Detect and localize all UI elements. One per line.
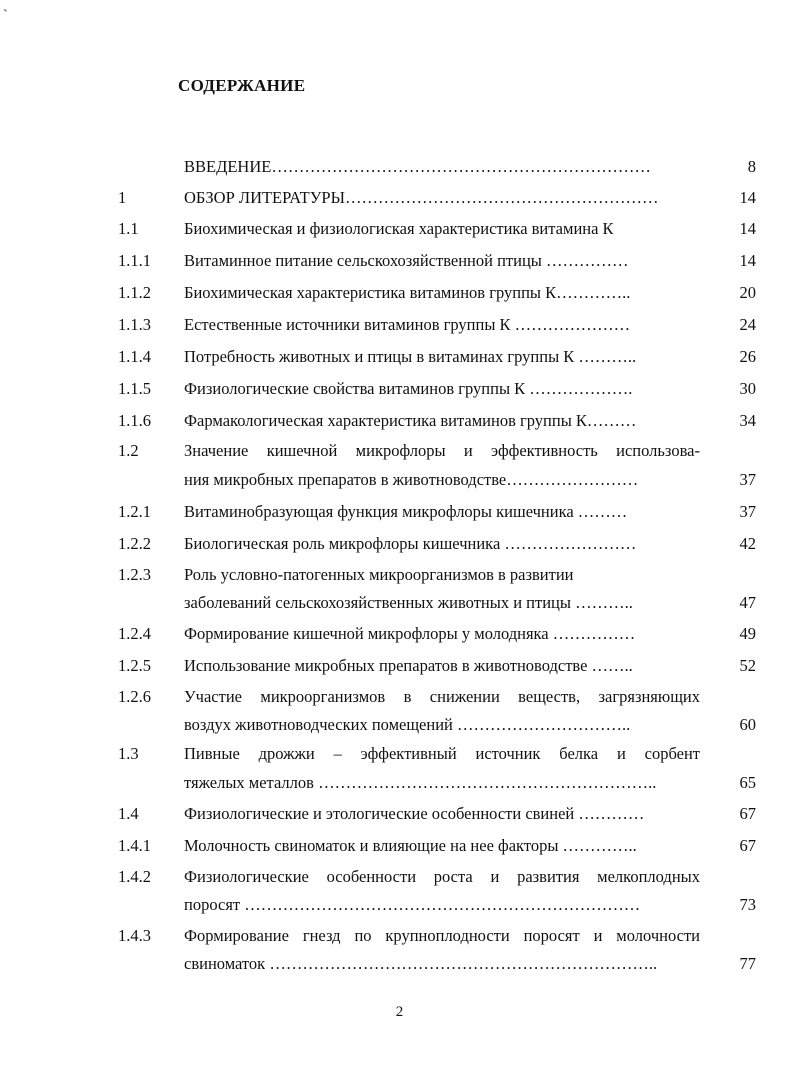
toc-number: 1.1.4 (118, 347, 151, 366)
toc-number: 1 (118, 188, 127, 207)
toc-entry (0, 622, 799, 646)
toc-entry (0, 713, 799, 737)
toc-page: 26 (739, 347, 756, 366)
toc-page: 47 (739, 593, 756, 612)
toc-text: Использование микробных препаратов в животноводстве …….. (184, 656, 633, 675)
toc-entry (0, 893, 799, 917)
toc-number: 1.2.5 (118, 656, 151, 675)
toc-page: 52 (739, 656, 756, 675)
toc-number: 1.2.4 (118, 624, 151, 643)
toc-entry (0, 924, 799, 948)
toc-page: 67 (739, 804, 756, 823)
toc-text: ния микробных препаратов в животноводстве…………………… (184, 470, 639, 489)
toc-page: 8 (747, 157, 756, 176)
toc-entry (0, 771, 799, 795)
toc-entry (0, 834, 799, 858)
toc-page: 14 (739, 188, 756, 207)
toc-number: 1.4 (118, 804, 139, 823)
toc-page: 65 (739, 773, 756, 792)
toc-text: Биологическая роль микрофлоры кишечника …………………… (184, 534, 637, 553)
toc-entry (0, 500, 799, 524)
toc-number: 1.2.3 (118, 565, 151, 584)
toc-entry (0, 563, 799, 587)
toc-page: 42 (739, 534, 756, 553)
toc-entry (0, 345, 799, 369)
toc-text: ОБЗОР ЛИТЕРАТУРЫ………………………………………………… (184, 188, 659, 207)
toc-entry (0, 591, 799, 615)
toc-page: 37 (739, 470, 756, 489)
toc-text: Значение кишечной микрофлоры и эффективность использова- (184, 441, 700, 460)
toc-text: Роль условно-патогенных микроорганизмов в развитии (184, 565, 574, 584)
toc-text: свиноматок …………………………………………………………….. (184, 954, 658, 973)
toc-number: 1.1.6 (118, 411, 151, 430)
toc-page: 14 (739, 219, 756, 238)
toc-entry (0, 952, 799, 976)
toc-text: Физиологические особенности роста и развития мелкоплодных (184, 867, 700, 886)
page-title: СОДЕРЖАНИЕ (178, 76, 306, 95)
toc-text: Физиологические свойства витаминов группы К ………………. (184, 379, 633, 398)
toc-number: 1.2.2 (118, 534, 151, 553)
toc-number: 1.1.1 (118, 251, 151, 270)
toc-entry (0, 313, 799, 337)
toc-text: Биохимическая и физиологиская характеристика витамина К (184, 219, 614, 238)
toc-page: 49 (739, 624, 756, 643)
toc-text: Фармакологическая характеристика витаминов группы К……… (184, 411, 637, 430)
toc-text: Молочность свиноматок и влияющие на нее факторы ………….. (184, 836, 637, 855)
toc-page: 60 (739, 715, 756, 734)
toc-text: тяжелых металлов …………………………………………………….. (184, 773, 657, 792)
toc-page: 37 (739, 502, 756, 521)
toc-text: Формирование гнезд по крупноплодности поросят и молочности (184, 926, 700, 945)
toc-page: 30 (739, 379, 756, 398)
toc-text: Формирование кишечной микрофлоры у молодняка …………… (184, 624, 636, 643)
toc-page: 34 (739, 411, 756, 430)
toc-text: Естественные источники витаминов группы К ………………… (184, 315, 631, 334)
toc-entry (0, 249, 799, 273)
toc-entry (0, 685, 799, 709)
toc-page: 67 (739, 836, 756, 855)
toc-number: 1.2.6 (118, 687, 151, 706)
toc-number: 1.1 (118, 219, 139, 238)
toc-number: 1.1.3 (118, 315, 151, 334)
toc-page: 24 (739, 315, 756, 334)
toc-text: Участие микроорганизмов в снижении веществ, загрязняющих (184, 687, 700, 706)
toc-page: 73 (739, 895, 756, 914)
toc-text: Витаминобразующая функция микрофлоры кишечника ……… (184, 502, 628, 521)
toc-number: 1.2.1 (118, 502, 151, 521)
toc-text: Потребность животных и птицы в витаминах группы К ……….. (184, 347, 637, 366)
toc-text: Биохимическая характеристика витаминов группы К………….. (184, 283, 631, 302)
toc-page: 20 (739, 283, 756, 302)
toc-entry (0, 186, 799, 210)
toc-entry (0, 654, 799, 678)
toc-text: Витаминное питание сельскохозяйственной птицы …………… (184, 251, 629, 270)
scan-mark: ` (3, 8, 8, 23)
toc-entry (0, 155, 799, 179)
toc-text: Физиологические и этологические особенности свиней ………… (184, 804, 645, 823)
toc-entry (0, 281, 799, 305)
toc-entry (0, 377, 799, 401)
toc-entry (0, 217, 799, 241)
toc-number: 1.3 (118, 744, 139, 763)
toc-text: ВВЕДЕНИЕ…………………………………………………………… (184, 157, 651, 176)
toc-number: 1.4.2 (118, 867, 151, 886)
toc-number: 1.2 (118, 441, 139, 460)
toc-page: 77 (739, 954, 756, 973)
toc-entry (0, 742, 799, 766)
toc-text: Пивные дрожжи – эффективный источник белка и сорбент (184, 744, 700, 763)
toc-text: поросят ……………………………………………………………… (184, 895, 641, 914)
toc-number: 1.1.2 (118, 283, 151, 302)
toc-entry (0, 409, 799, 433)
toc-entry (0, 802, 799, 826)
toc-number: 1.1.5 (118, 379, 151, 398)
page-number: 2 (395, 1004, 404, 1020)
toc-number: 1.4.3 (118, 926, 151, 945)
toc-entry (0, 532, 799, 556)
toc-entry (0, 468, 799, 492)
toc-number: 1.4.1 (118, 836, 151, 855)
toc-entry (0, 439, 799, 463)
toc-entry (0, 865, 799, 889)
toc-text: заболеваний сельскохозяйственных животных и птицы ……….. (184, 593, 633, 612)
toc-page: 14 (739, 251, 756, 270)
toc-text: воздух животноводческих помещений ………………………….. (184, 715, 631, 734)
